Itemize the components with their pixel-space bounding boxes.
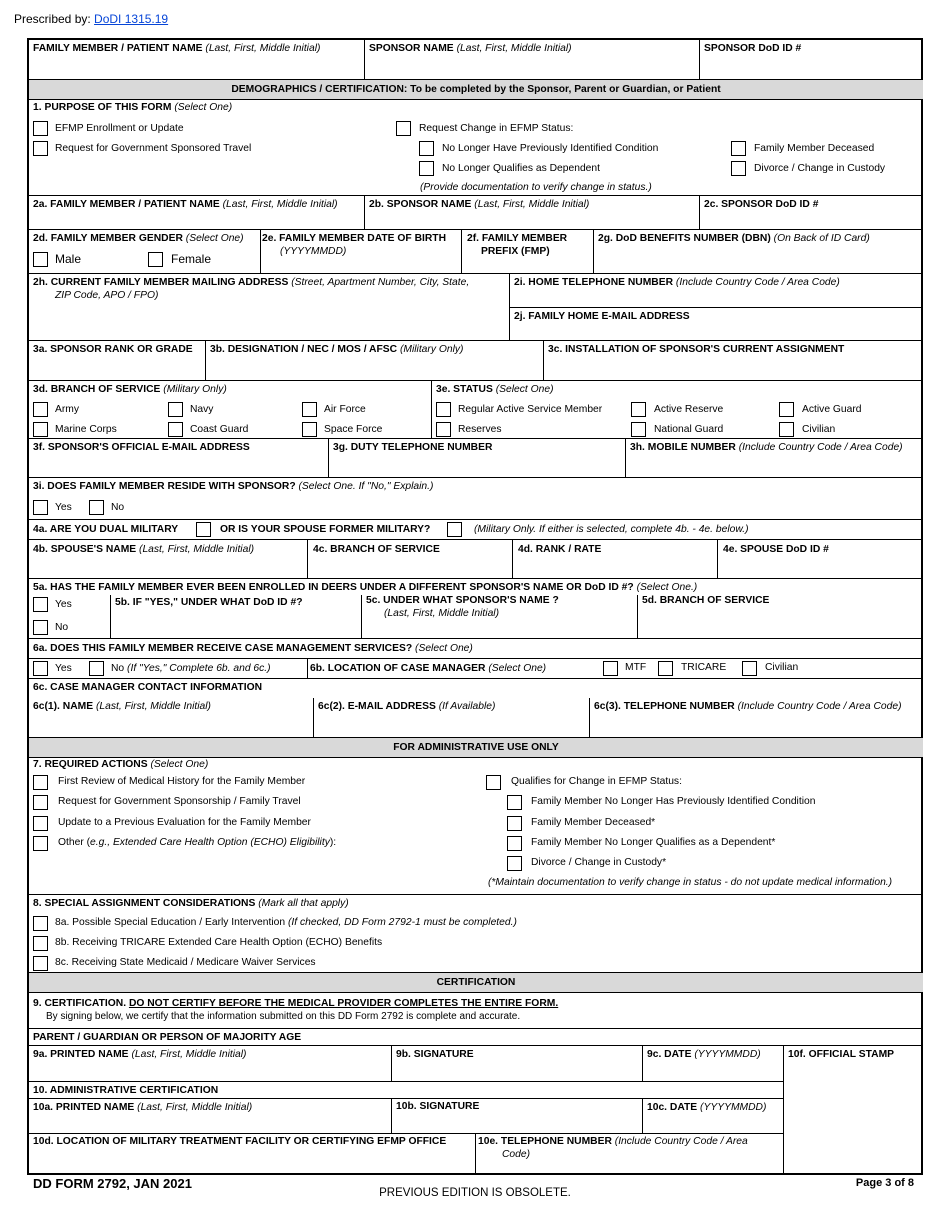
- sponsor-name-field[interactable]: SPONSOR NAME (Last, First, Middle Initial): [365, 40, 700, 80]
- field-9c[interactable]: 9c. DATE (YYYYMMDD): [643, 1046, 784, 1082]
- page-number: Page 3 of 8: [855, 1177, 914, 1189]
- enroll-checkbox[interactable]: [33, 121, 48, 136]
- field-10d[interactable]: 10d. LOCATION OF MILITARY TREATMENT FACILITY OR CERTIFYING EFMP OFFICE: [29, 1134, 476, 1175]
- field-6b: 6b. LOCATION OF CASE MANAGER (Select One) MTF TRICARE Civilian: [308, 659, 923, 679]
- field-10a[interactable]: 10a. PRINTED NAME (Last, First, Middle Initial): [29, 1099, 392, 1134]
- female-checkbox[interactable]: [148, 252, 163, 267]
- fm-deceased-checkbox[interactable]: [507, 816, 522, 831]
- field-5b[interactable]: 5b. IF "YES," UNDER WHAT DoD ID #?: [111, 595, 362, 639]
- navy-checkbox[interactable]: [168, 402, 183, 417]
- mtf-checkbox[interactable]: [603, 661, 618, 676]
- field-10b[interactable]: 10b. SIGNATURE: [392, 1099, 643, 1134]
- field-2b[interactable]: 2b. SPONSOR NAME (Last, First, Middle Initial): [365, 196, 700, 230]
- update-eval-checkbox[interactable]: [33, 816, 48, 831]
- dd-form-2792-page: [27, 38, 923, 1175]
- required-actions-section: 7. REQUIRED ACTIONS (Select One) First Review of Medical History for the Family Member Request for Government Sponsorship / Family Travel Update to a Previous Evaluation for the Family Member Other (e.g., Extended Care Health Option (ECHO) Eligibility): Qualifies for Change in EFMP Status: Family Member No Longer Has Previously Identified Condition Family Member Deceased* Family Member No Longer Qualifies as a Dependent* Divorce / Change in Custody* (*Maintain documentation to verify change in status - do not update medical information.): [29, 757, 923, 895]
- field-6c3[interactable]: 6c(3). TELEPHONE NUMBER (Include Country Code / Area Code): [590, 698, 923, 738]
- admin-header: FOR ADMINISTRATIVE USE ONLY: [29, 737, 923, 758]
- spaceforce-checkbox[interactable]: [302, 422, 317, 437]
- active-guard-checkbox[interactable]: [779, 402, 794, 417]
- field-9a[interactable]: 9a. PRINTED NAME (Last, First, Middle Initial): [29, 1046, 392, 1082]
- first-review-checkbox[interactable]: [33, 775, 48, 790]
- tricare-checkbox[interactable]: [658, 661, 673, 676]
- field-6a: 6a. DOES THIS FAMILY MEMBER RECEIVE CASE MANAGEMENT SERVICES? (Select One): [29, 639, 923, 659]
- marines-checkbox[interactable]: [33, 422, 48, 437]
- field-6a-options: Yes No (If "Yes," Complete 6b. and 6c.): [29, 659, 308, 679]
- field-2i[interactable]: 2i. HOME TELEPHONE NUMBER (Include Country Code / Area Code): [510, 274, 923, 308]
- certification-header: CERTIFICATION: [29, 972, 923, 993]
- field-5d[interactable]: 5d. BRANCH OF SERVICE: [638, 595, 923, 639]
- family-member-name-field[interactable]: FAMILY MEMBER / PATIENT NAME (Last, First, Middle Initial): [29, 40, 365, 80]
- field-3b[interactable]: 3b. DESIGNATION / NEC / MOS / AFSC (Military Only): [206, 341, 544, 381]
- enrolled-no-checkbox[interactable]: [33, 620, 48, 635]
- form-number: DD FORM 2792, JAN 2021: [33, 1176, 192, 1191]
- change-status-checkbox[interactable]: [396, 121, 411, 136]
- special-considerations-section: 8. SPECIAL ASSIGNMENT CONSIDERATIONS (Mark all that apply) 8a. Possible Special Education / Early Intervention (If checked, DD Form 2792-1 must be completed.) 8b. Receiving TRICARE Extended Care Health Option (ECHO) Benefits 8c. Receiving State Medicaid / Medicare Waiver Services: [29, 895, 923, 974]
- certification-statement: 9. CERTIFICATION. DO NOT CERTIFY BEFORE THE MEDICAL PROVIDER COMPLETES THE ENTIRE FORM. By signing below, we certify that the information submitted on this DD Form 2792 is complete and accurate.: [29, 992, 923, 1029]
- obsolete-note: PREVIOUS EDITION IS OBSOLETE.: [379, 1187, 571, 1199]
- dual-military-checkbox[interactable]: [196, 522, 211, 537]
- field-3h[interactable]: 3h. MOBILE NUMBER (Include Country Code / Area Code): [626, 439, 923, 478]
- coastguard-checkbox[interactable]: [168, 422, 183, 437]
- field-3c[interactable]: 3c. INSTALLATION OF SPONSOR'S CURRENT ASSIGNMENT: [544, 341, 923, 381]
- regular-checkbox[interactable]: [436, 402, 451, 417]
- field-5a-options: Yes No: [29, 595, 111, 639]
- demographics-header: DEMOGRAPHICS / CERTIFICATION: To be completed by the Sponsor, Parent or Guardian, or Patient: [29, 79, 923, 100]
- field-6c: 6c. CASE MANAGER CONTACT INFORMATION: [33, 682, 263, 693]
- field-3f[interactable]: 3f. SPONSOR'S OFFICIAL E-MAIL ADDRESS: [29, 439, 329, 478]
- army-checkbox[interactable]: [33, 402, 48, 417]
- field-5c[interactable]: 5c. UNDER WHAT SPONSOR'S NAME ? (Last, First, Middle Initial): [362, 595, 638, 639]
- field-2e[interactable]: 2e. FAMILY MEMBER DATE OF BIRTH (YYYYMMDD): [261, 230, 462, 274]
- field-3d: 3d. BRANCH OF SERVICE (Military Only) Army Navy Air Force Marine Corps Coast Guard Space Force: [29, 381, 432, 439]
- airforce-checkbox[interactable]: [302, 402, 317, 417]
- field-4a: 4a. ARE YOU DUAL MILITARY OR IS YOUR SPOUSE FORMER MILITARY? (Military Only. If either is selected, complete 4b. - 4e. below.): [29, 520, 923, 540]
- other-checkbox[interactable]: [33, 836, 48, 851]
- field-6c2[interactable]: 6c(2). E-MAIL ADDRESS (If Available): [314, 698, 590, 738]
- purpose-section: 1. PURPOSE OF THIS FORM (Select One) EFMP Enrollment or Update Request for Government Sponsored Travel Request Change in EFMP Status: No Longer Have Previously Identified Condition No Longer Qualifies as Dependent Family Member Deceased Divorce / Change in Custody (Provide documentation to verify change in status.): [29, 99, 923, 196]
- active-reserve-checkbox[interactable]: [631, 402, 646, 417]
- field-4e[interactable]: 4e. SPOUSE DoD ID #: [718, 540, 923, 579]
- field-4c[interactable]: 4c. BRANCH OF SERVICE: [308, 540, 513, 579]
- sponsorship-checkbox[interactable]: [33, 795, 48, 810]
- civilian-checkbox[interactable]: [779, 422, 794, 437]
- reside-yes-checkbox[interactable]: [33, 500, 48, 515]
- prescribed-by: Prescribed by: DoDI 1315.19: [14, 12, 169, 26]
- no-longer-dependent-checkbox[interactable]: [419, 161, 434, 176]
- custody-checkbox[interactable]: [507, 856, 522, 871]
- field-10c[interactable]: 10c. DATE (YYYYMMDD): [643, 1099, 784, 1134]
- field-3g[interactable]: 3g. DUTY TELEPHONE NUMBER: [329, 439, 626, 478]
- dodi-link[interactable]: DoDI 1315.19: [94, 12, 169, 26]
- civilian-cm-checkbox[interactable]: [742, 661, 757, 676]
- medicaid-checkbox[interactable]: [33, 956, 48, 971]
- parent-guardian-label: PARENT / GUARDIAN OR PERSON OF MAJORITY AGE: [29, 1029, 923, 1046]
- field-2j[interactable]: 2j. FAMILY HOME E-MAIL ADDRESS: [510, 308, 923, 341]
- travel-checkbox[interactable]: [33, 141, 48, 156]
- field-2g[interactable]: 2g. DoD BENEFITS NUMBER (DBN) (On Back of ID Card): [594, 230, 923, 274]
- no-dependent-checkbox[interactable]: [507, 836, 522, 851]
- male-checkbox[interactable]: [33, 252, 48, 267]
- field-2d: 2d. FAMILY MEMBER GENDER (Select One) Male Female: [29, 230, 261, 274]
- admin-cert-label: 10. ADMINISTRATIVE CERTIFICATION: [29, 1082, 784, 1099]
- field-2a[interactable]: 2a. FAMILY MEMBER / PATIENT NAME (Last, First, Middle Initial): [29, 196, 365, 230]
- field-2h[interactable]: 2h. CURRENT FAMILY MEMBER MAILING ADDRESS (Street, Apartment Number, City, State, ZIP Code, APO / FPO): [29, 274, 510, 341]
- echo-checkbox[interactable]: [33, 936, 48, 951]
- field-2c[interactable]: 2c. SPONSOR DoD ID #: [700, 196, 923, 230]
- national-guard-checkbox[interactable]: [631, 422, 646, 437]
- field-3a[interactable]: 3a. SPONSOR RANK OR GRADE: [29, 341, 206, 381]
- field-4b[interactable]: 4b. SPOUSE'S NAME (Last, First, Middle Initial): [29, 540, 308, 579]
- deceased-checkbox[interactable]: [731, 141, 746, 156]
- case-mgmt-yes-checkbox[interactable]: [33, 661, 48, 676]
- qualifies-change-checkbox[interactable]: [486, 775, 501, 790]
- case-mgmt-no-checkbox[interactable]: [89, 661, 104, 676]
- divorce-checkbox[interactable]: [731, 161, 746, 176]
- reserves-checkbox[interactable]: [436, 422, 451, 437]
- no-condition-checkbox[interactable]: [507, 795, 522, 810]
- enrolled-yes-checkbox[interactable]: [33, 597, 48, 612]
- sponsor-id-field[interactable]: SPONSOR DoD ID #: [700, 40, 923, 80]
- special-ed-checkbox[interactable]: [33, 916, 48, 931]
- field-3e: 3e. STATUS (Select One) Regular Active Service Member Active Reserve Active Guard Reserves National Guard Civilian: [432, 381, 923, 439]
- field-2f[interactable]: 2f. FAMILY MEMBER PREFIX (FMP): [462, 230, 594, 274]
- former-military-checkbox[interactable]: [447, 522, 462, 537]
- field-4d[interactable]: 4d. RANK / RATE: [513, 540, 718, 579]
- field-9b[interactable]: 9b. SIGNATURE: [392, 1046, 643, 1082]
- official-stamp-field[interactable]: 10f. OFFICIAL STAMP: [788, 1049, 895, 1060]
- no-longer-condition-checkbox[interactable]: [419, 141, 434, 156]
- field-10e[interactable]: 10e. TELEPHONE NUMBER (Include Country Code / Area Code): [476, 1134, 784, 1175]
- reside-no-checkbox[interactable]: [89, 500, 104, 515]
- field-3i: 3i. DOES FAMILY MEMBER RESIDE WITH SPONSOR? (Select One. If "No," Explain.) Yes No: [29, 478, 923, 520]
- field-5a: 5a. HAS THE FAMILY MEMBER EVER BEEN ENROLLED IN DEERS UNDER A DIFFERENT SPONSOR'S NAME OR DoD ID #? (Select One.): [33, 582, 698, 593]
- field-6c1[interactable]: 6c(1). NAME (Last, First, Middle Initial): [29, 698, 314, 738]
